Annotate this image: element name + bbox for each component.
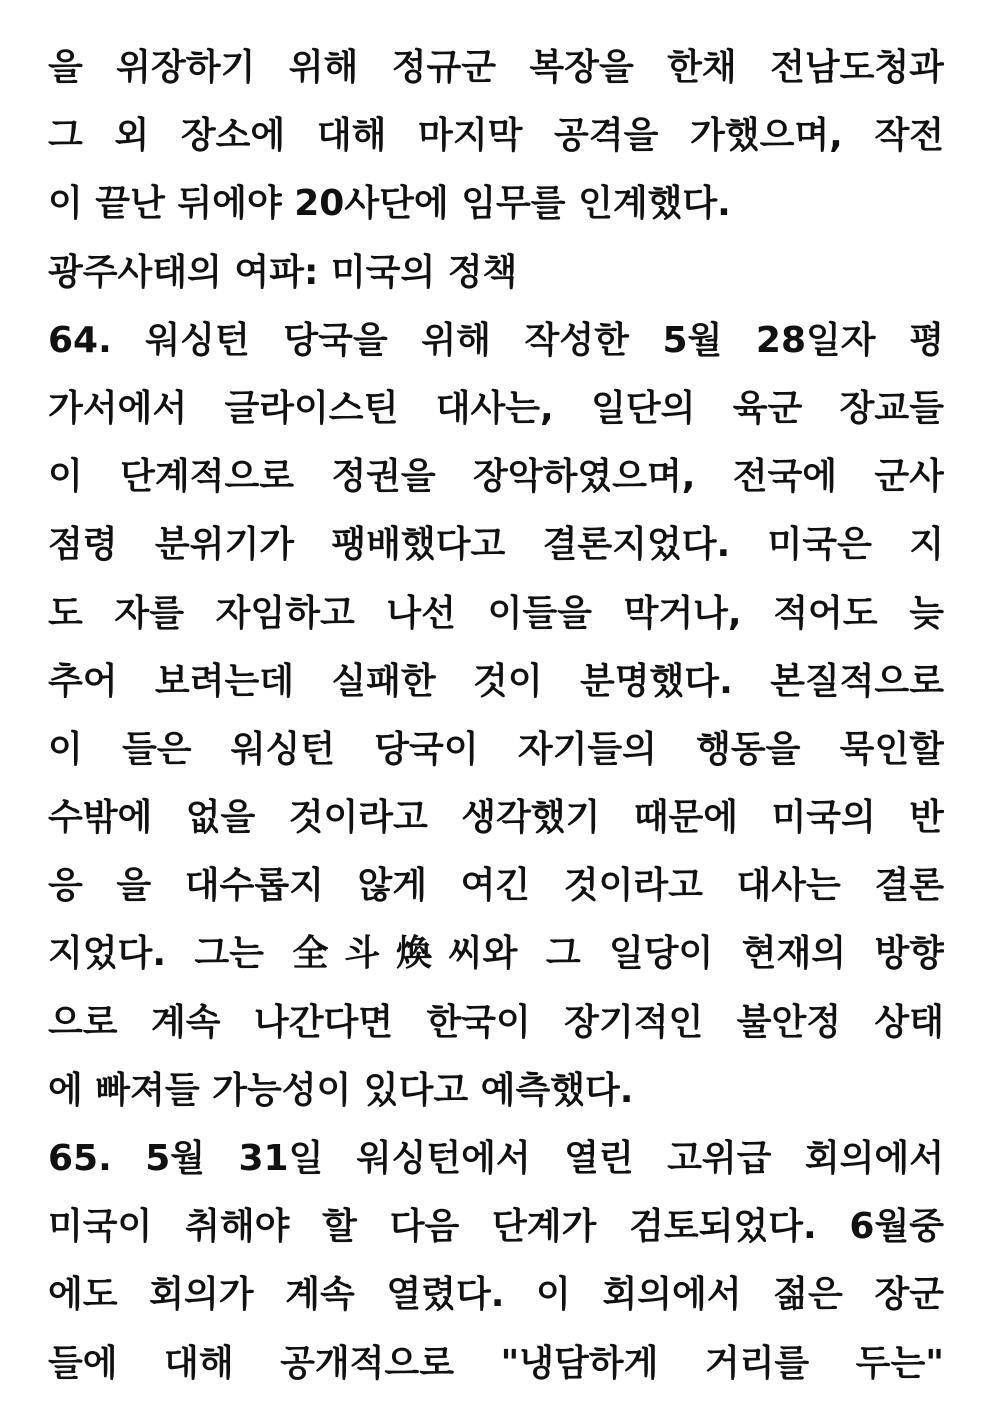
text-line: 수밖에 없을 것이라고 생각했기 때문에 미국의 반 [48, 797, 944, 839]
text-line: 점령 분위기가 팽배했다고 결론지었다. 미국은 지 [48, 524, 944, 566]
text-line: 에 빠져들 가능성이 있다고 예측했다. [48, 1069, 634, 1111]
body-text [48, 34, 944, 1398]
text-line: 응 을 대수롭지 않게 여긴 것이라고 대사는 결론 [48, 865, 944, 907]
text-line: 이 끝난 뒤에야 20사단에 임무를 인계했다. [48, 183, 731, 225]
text-line: 가서에서 글라이스틴 대사는, 일단의 육군 장교들 [48, 387, 944, 429]
text-line: 그 외 장소에 대해 마지막 공격을 가했으며, 작전 [48, 115, 944, 157]
text-line: 64. 워싱턴 당국을 위해 작성한 5월 28일자 평 [48, 319, 944, 361]
text-line: 으로 계속 나간다면 한국이 장기적인 불안정 상태 [48, 1001, 944, 1043]
text-line: 이 단계적으로 정권을 장악하였으며, 전국에 군사 [48, 456, 944, 498]
text-line: 미국이 취해야 할 다음 단계가 검토되었다. 6월중 [48, 1206, 944, 1248]
section-heading: 광주사태의 여파: 미국의 정책 [48, 251, 518, 293]
text-line: 65. 5월 31일 워싱턴에서 열린 고위급 회의에서 [48, 1138, 944, 1179]
text-line: 추어 보려는데 실패한 것이 분명했다. 본질적으로 [48, 660, 944, 702]
text-line: 을 위장하기 위해 정규군 복장을 한채 전남도청과 [48, 47, 944, 88]
text-line: 에도 회의가 계속 열렸다. 이 회의에서 젊은 장군 [48, 1274, 944, 1316]
text-line: 지었다. 그는 全斗煥씨와 그 일당이 현재의 방향 [48, 933, 944, 975]
text-line: 도 자를 자임하고 나선 이들을 막거나, 적어도 늦 [48, 592, 944, 634]
text-line: 들에 대해 공개적으로 "냉담하게 거리를 두는" [48, 1342, 944, 1384]
text-line: 이 들은 워싱턴 당국이 자기들의 행동을 묵인할 [48, 728, 944, 770]
